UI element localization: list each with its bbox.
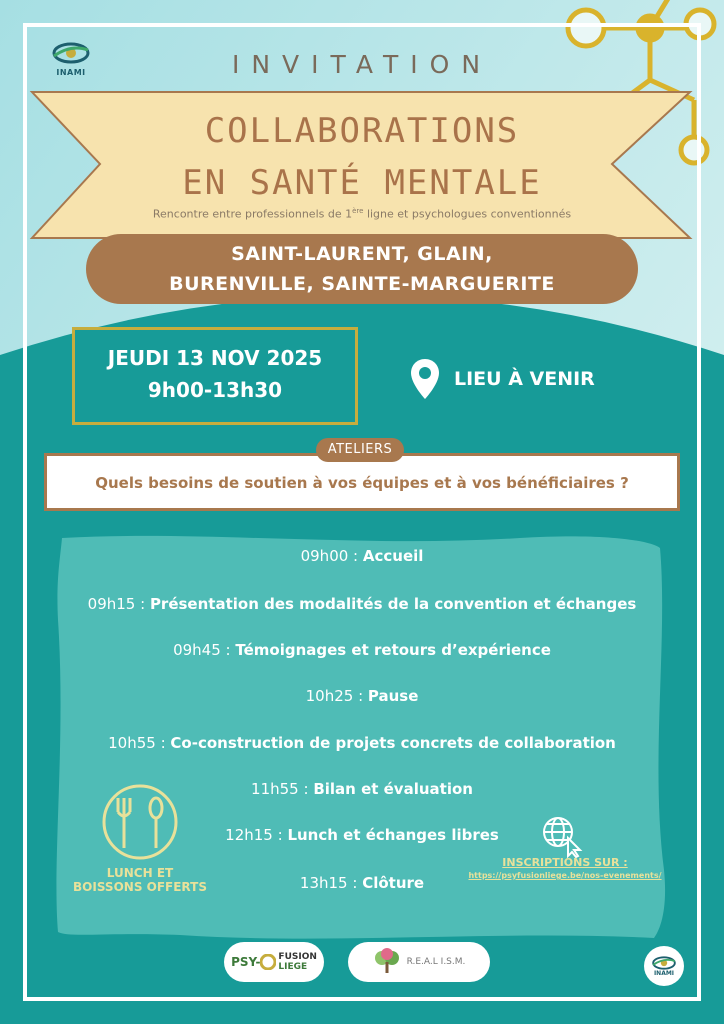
- agenda-activity: Lunch et échanges libres: [287, 826, 499, 844]
- map-pin-icon: [410, 358, 440, 400]
- agenda-item: 09h15 : Présentation des modalités de la convention et échanges: [87, 595, 637, 613]
- lunch-note: [66, 866, 214, 894]
- subtitle-sup: ère: [352, 207, 364, 215]
- agenda-item: 10h25 : Pause: [305, 687, 419, 705]
- location-pill: [86, 234, 638, 304]
- agenda-activity: Bilan et évaluation: [313, 780, 473, 798]
- realism-label: R.E.A.L I.S.M.: [406, 957, 466, 967]
- agenda-time: 09h15: [87, 595, 136, 613]
- ateliers-badge: ATELIERS: [316, 438, 404, 462]
- agenda-time: 11h55: [251, 780, 299, 798]
- agenda-time: 13h15: [299, 874, 348, 892]
- ateliers-question: Quels besoins de soutien à vos équipes et à vos bénéficiaires ?: [44, 453, 680, 511]
- agenda-item: 10h55 : Co-construction de projets concrets de collaboration: [108, 734, 616, 752]
- title-line-1: COLLABORATIONS: [204, 111, 520, 151]
- agenda-time: 12h15: [225, 826, 273, 844]
- agenda-item: 11h55 : Bilan et évaluation: [251, 780, 473, 798]
- venue: [410, 356, 595, 402]
- agenda-item: 09h00 : Accueil: [300, 547, 424, 565]
- inscriptions-link[interactable]: https://psyfusionliege.be/nos-evenements/: [468, 871, 662, 880]
- agenda-time: 10h25: [305, 687, 354, 705]
- location-line-2: BURENVILLE, SAINTE-MARGUERITE: [169, 273, 555, 295]
- psy-fusion-logo: [224, 942, 324, 982]
- puzzle-icon: [260, 954, 276, 970]
- liege-label: LIEGE: [278, 962, 308, 972]
- realism-logo: [348, 942, 490, 982]
- event-hours: 9h00-13h30: [147, 378, 283, 402]
- inscriptions-heading: INSCRIPTIONS SUR :: [502, 856, 628, 869]
- subtitle: [0, 207, 724, 221]
- subtitle-pre: Rencontre entre professionnels de 1: [152, 207, 353, 221]
- agenda-time: 09h00: [300, 547, 349, 565]
- event-date: JEUDI 13 NOV 2025: [107, 346, 323, 370]
- location-line-1: SAINT-LAURENT, GLAIN,: [231, 243, 493, 265]
- agenda-time: 09h45: [173, 641, 221, 659]
- inami-bottom-label: INAMI: [653, 969, 675, 977]
- agenda-activity: Accueil: [362, 547, 424, 565]
- lunch-line-2: BOISSONS OFFERTS: [73, 880, 207, 894]
- agenda-activity: Pause: [367, 687, 419, 705]
- inscriptions: [460, 816, 670, 880]
- realism-tree-icon: [373, 948, 401, 976]
- inami-logo-label: INAMI: [56, 68, 86, 77]
- fusion-liege: [278, 952, 316, 972]
- agenda-activity: Témoignages et retours d’expérience: [235, 641, 551, 659]
- inami-logo-bottom: [644, 946, 684, 986]
- date-box: [72, 327, 358, 425]
- agenda-activity: Co-construction de projets concrets de collaboration: [170, 734, 616, 752]
- lunch-line-1: LUNCH ET: [106, 866, 174, 880]
- venue-label: LIEU À VENIR: [454, 368, 595, 390]
- agenda-activity: Clôture: [362, 874, 425, 892]
- subtitle-post: ligne et psychologues conventionnés: [363, 207, 572, 221]
- inami-logo-bottom-icon: [651, 956, 677, 970]
- fusion-label: FUSION: [278, 952, 317, 962]
- agenda-activity: Présentation des modalités de la convention et échanges: [149, 595, 637, 613]
- invitation-heading: INVITATION: [231, 50, 493, 79]
- agenda-item: 12h15 : Lunch et échanges libres: [225, 826, 499, 844]
- title-line-2: EN SANTÉ MENTALE: [182, 163, 542, 203]
- agenda-item: 13h15 : Clôture: [299, 874, 425, 892]
- agenda-item: 09h45 : Témoignages et retours d’expérience: [173, 641, 551, 659]
- agenda-time: 10h55: [108, 734, 156, 752]
- psy-prefix: PSY-: [231, 955, 261, 969]
